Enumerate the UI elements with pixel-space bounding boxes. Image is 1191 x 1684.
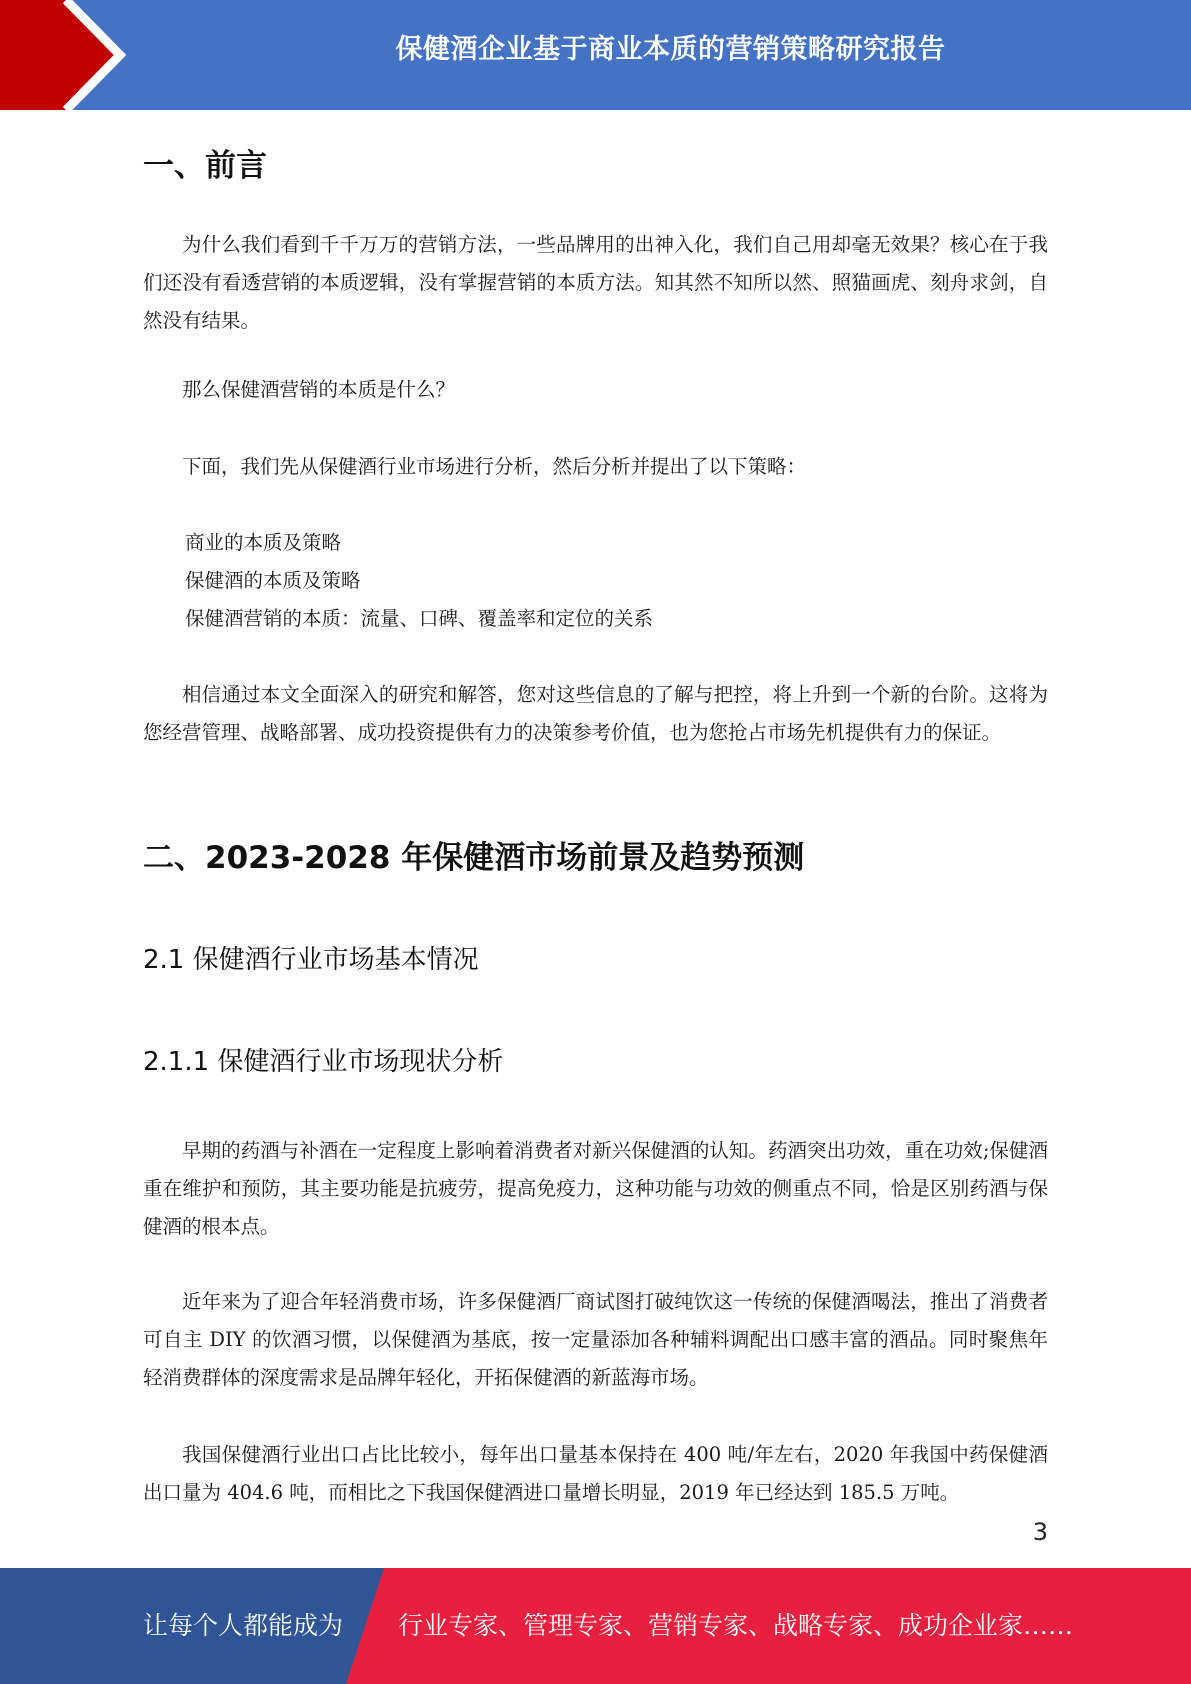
page-footer <box>0 1568 1191 1684</box>
report-title: 保健酒企业基于商业本质的营销策略研究报告 <box>395 34 946 65</box>
preface-paragraph: 下面，我们先从保健酒行业市场进行分析，然后分析并提出了以下策略： <box>182 455 807 478</box>
strategy-list-item: 保健酒的本质及策略 <box>185 569 361 592</box>
footer-slogan-left: 让每个人都能成为 <box>143 1611 344 1640</box>
page-header <box>0 0 1191 110</box>
footer-slogan-right: 行业专家、管理专家、营销专家、战略专家、成功企业家…… <box>398 1611 1074 1640</box>
analysis-paragraph: 早期的药酒与补酒在一定程度上影响着消费者对新兴保健酒的认知。药酒突出功效，重在功效;保健酒重在维护和预防，其主要功能是抗疲劳，提高免疫力，这种功能与功效的侧重点不同，恰是区别药酒与保健酒的根本点。 <box>143 1139 1048 1238</box>
section-heading-preface: 一、前言 <box>143 148 267 184</box>
subsection-heading: 2.1.1 保健酒行业市场现状分析 <box>143 1047 504 1077</box>
strategy-list-item: 商业的本质及策略 <box>185 531 342 554</box>
strategy-list-item: 保健酒营销的本质：流量、口碑、覆盖率和定位的关系 <box>185 607 654 630</box>
preface-closing-paragraph: 相信通过本文全面深入的研究和解答，您对这些信息的了解与把控，将上升到一个新的台阶。这将为您经营管理、战略部署、成功投资提供有力的决策参考价值，也为您抢占市场先机提供有力的保证。 <box>143 683 1048 744</box>
subsection-heading: 2.1 保健酒行业市场基本情况 <box>143 945 479 975</box>
analysis-paragraph: 近年来为了迎合年轻消费市场，许多保健酒厂商试图打破纯饮这一传统的保健酒喝法，推出了消费者可自主 DIY 的饮酒习惯，以保健酒为基底，按一定量添加各种辅料调配出口感丰富的酒品。同时聚焦年轻消费群体的深度需求是品牌年轻化，开拓保健酒的新蓝海市场。 <box>143 1290 1048 1389</box>
preface-paragraph: 为什么我们看到千千万万的营销方法，一些品牌用的出神入化，我们自己用却毫无效果？核心在于我们还没有看透营销的本质逻辑，没有掌握营销的本质方法。知其然不知所以然、照猫画虎、刻舟求剑，自然没有结果。 <box>143 233 1048 332</box>
page-number: 3 <box>1032 1518 1048 1546</box>
preface-paragraph: 那么保健酒营销的本质是什么？ <box>182 378 456 401</box>
section-heading-forecast: 二、2023-2028 年保健酒市场前景及趋势预测 <box>143 840 805 876</box>
analysis-paragraph: 我国保健酒行业出口占比比较小，每年出口量基本保持在 400 吨/年左右，2020 年我国中药保健酒出口量为 404.6 吨，而相比之下我国保健酒进口量增长明显，2019 年已经达到 185.5 万吨。 <box>143 1443 1048 1504</box>
